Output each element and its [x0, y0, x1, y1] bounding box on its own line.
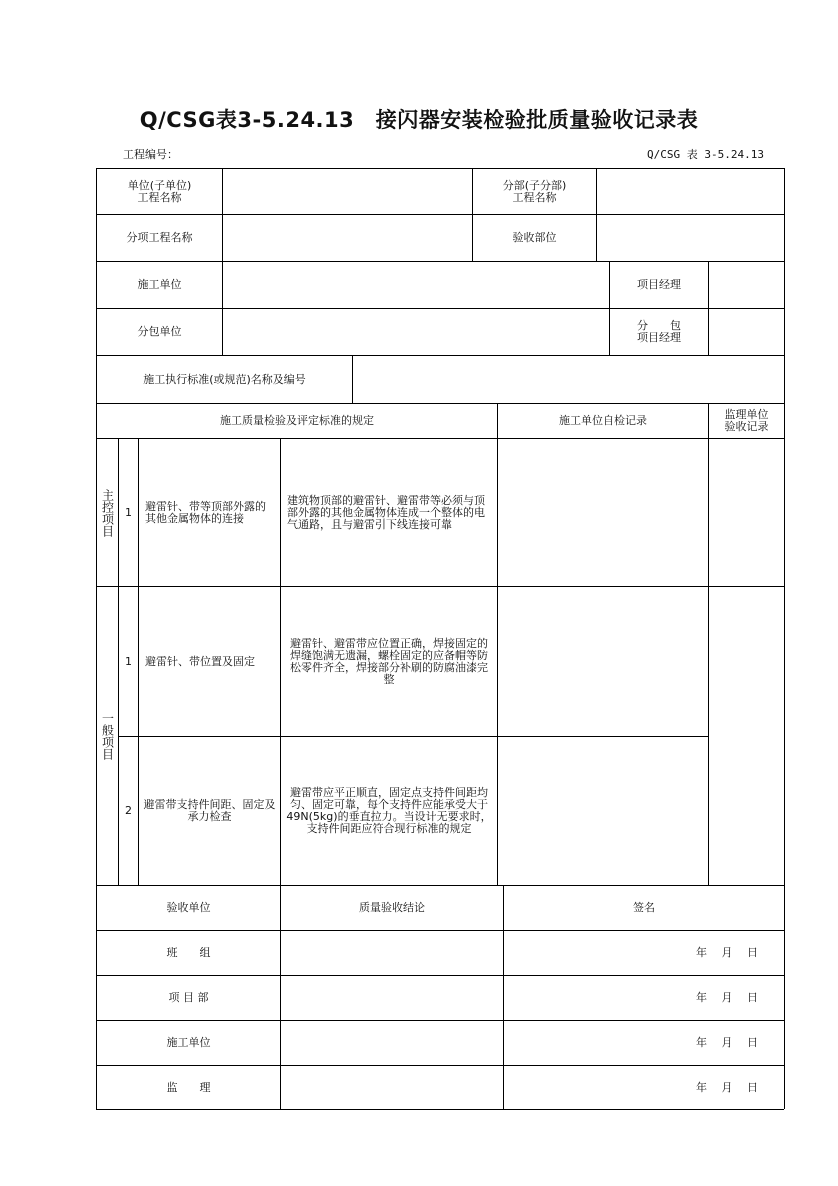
acceptance-date: 年 月 日 — [696, 946, 758, 959]
page-title: Q/CSG表3-5.24.13 接闪器安装检验批质量验收记录表 — [139, 108, 699, 132]
standard-value[interactable] — [353, 356, 784, 403]
sub-project-manager-value[interactable] — [709, 309, 784, 355]
item-name-value[interactable] — [223, 215, 472, 261]
project-manager-value[interactable] — [709, 262, 784, 308]
sub-project-manager-label: 分 包 项目经理 — [637, 319, 681, 344]
subcontract-unit-value[interactable] — [223, 309, 609, 355]
self-check-column-header: 施工单位自检记录 — [559, 414, 647, 427]
acceptance-date: 年 月 日 — [696, 1080, 758, 1094]
acceptance-conclusion-cell[interactable] — [281, 1021, 503, 1065]
acceptance-row-label: 施工单位 — [166, 1036, 211, 1049]
spec-column-header: 施工质量检验及评定标准的规定 — [220, 414, 374, 427]
unit-name-value[interactable] — [223, 169, 472, 214]
supervisor-column-header: 监理单位 验收记录 — [724, 408, 769, 433]
acceptance-part-value[interactable] — [597, 215, 784, 261]
acceptance-sign-header: 签名 — [633, 901, 655, 914]
acceptance-row-label: 监 理 — [166, 1080, 211, 1094]
acceptance-part-label: 验收部位 — [512, 231, 557, 244]
main-item-supervisor[interactable] — [709, 439, 784, 586]
general-item-no: 2 — [125, 804, 132, 817]
general-item-self-check[interactable] — [498, 587, 708, 736]
general-item-spec: 避雷带应平正顺直，固定点支持件间距均匀、固定可靠，每个支持件应能承受大于49N(5kg)的垂直拉力。当设计无要求时，支持件间距应符合现行标准的规定 — [286, 786, 492, 835]
main-item-name: 避雷针、带等顶部外露的其他金属物体的连接 — [145, 499, 266, 525]
acceptance-conclusion-header: 质量验收结论 — [359, 901, 425, 914]
general-item-self-check[interactable] — [498, 737, 708, 885]
acceptance-date: 年 月 日 — [696, 991, 758, 1004]
main-item-self-check[interactable] — [498, 439, 708, 586]
acceptance-date: 年 月 日 — [696, 1036, 758, 1049]
construction-unit-value[interactable] — [223, 262, 609, 308]
general-item-no: 1 — [125, 654, 132, 668]
standard-label: 施工执行标准(或规范)名称及编号 — [143, 372, 306, 386]
acceptance-conclusion-cell[interactable] — [281, 1066, 503, 1109]
acceptance-row-label: 班 组 — [166, 946, 211, 959]
sub-unit-name-label: 分部(子分部) 工程名称 — [502, 178, 567, 204]
general-item-name: 避雷针、带位置及固定 — [145, 654, 255, 668]
project-no-label: 工程编号： — [123, 148, 178, 161]
general-items-supervisor[interactable] — [709, 587, 784, 885]
acceptance-row-label: 项 目 部 — [168, 991, 209, 1004]
sub-unit-name-value[interactable] — [597, 169, 784, 214]
main-items-label: 主控项目 — [100, 488, 115, 537]
general-items-label: 一般项目 — [100, 712, 115, 760]
item-name-label: 分项工程名称 — [126, 231, 193, 244]
main-item-spec: 建筑物顶部的避雷针、避雷带等必须与顶部外露的其他金属物体连成一个整体的电气通路，且与避雷引下线连接可靠 — [287, 493, 485, 531]
general-item-name: 避雷带支持件间距、固定及承力检查 — [143, 798, 276, 823]
acceptance-conclusion-cell[interactable] — [281, 931, 503, 975]
construction-unit-label: 施工单位 — [137, 278, 182, 291]
main-item-no: 1 — [125, 505, 132, 519]
form-code: Q/CSG 表 3-5.24.13 — [647, 148, 764, 161]
unit-name-label: 单位(子单位) 工程名称 — [127, 178, 192, 204]
project-manager-label: 项目经理 — [637, 278, 681, 291]
general-item-spec: 避雷针、避雷带应位置正确，焊接固定的焊缝饱满无遗漏，螺栓固定的应备帽等防松零件齐全，焊接部分补刷的防腐油漆完整 — [290, 636, 488, 686]
subcontract-unit-label: 分包单位 — [137, 325, 182, 338]
acceptance-unit-header: 验收单位 — [166, 901, 211, 914]
acceptance-conclusion-cell[interactable] — [281, 976, 503, 1020]
